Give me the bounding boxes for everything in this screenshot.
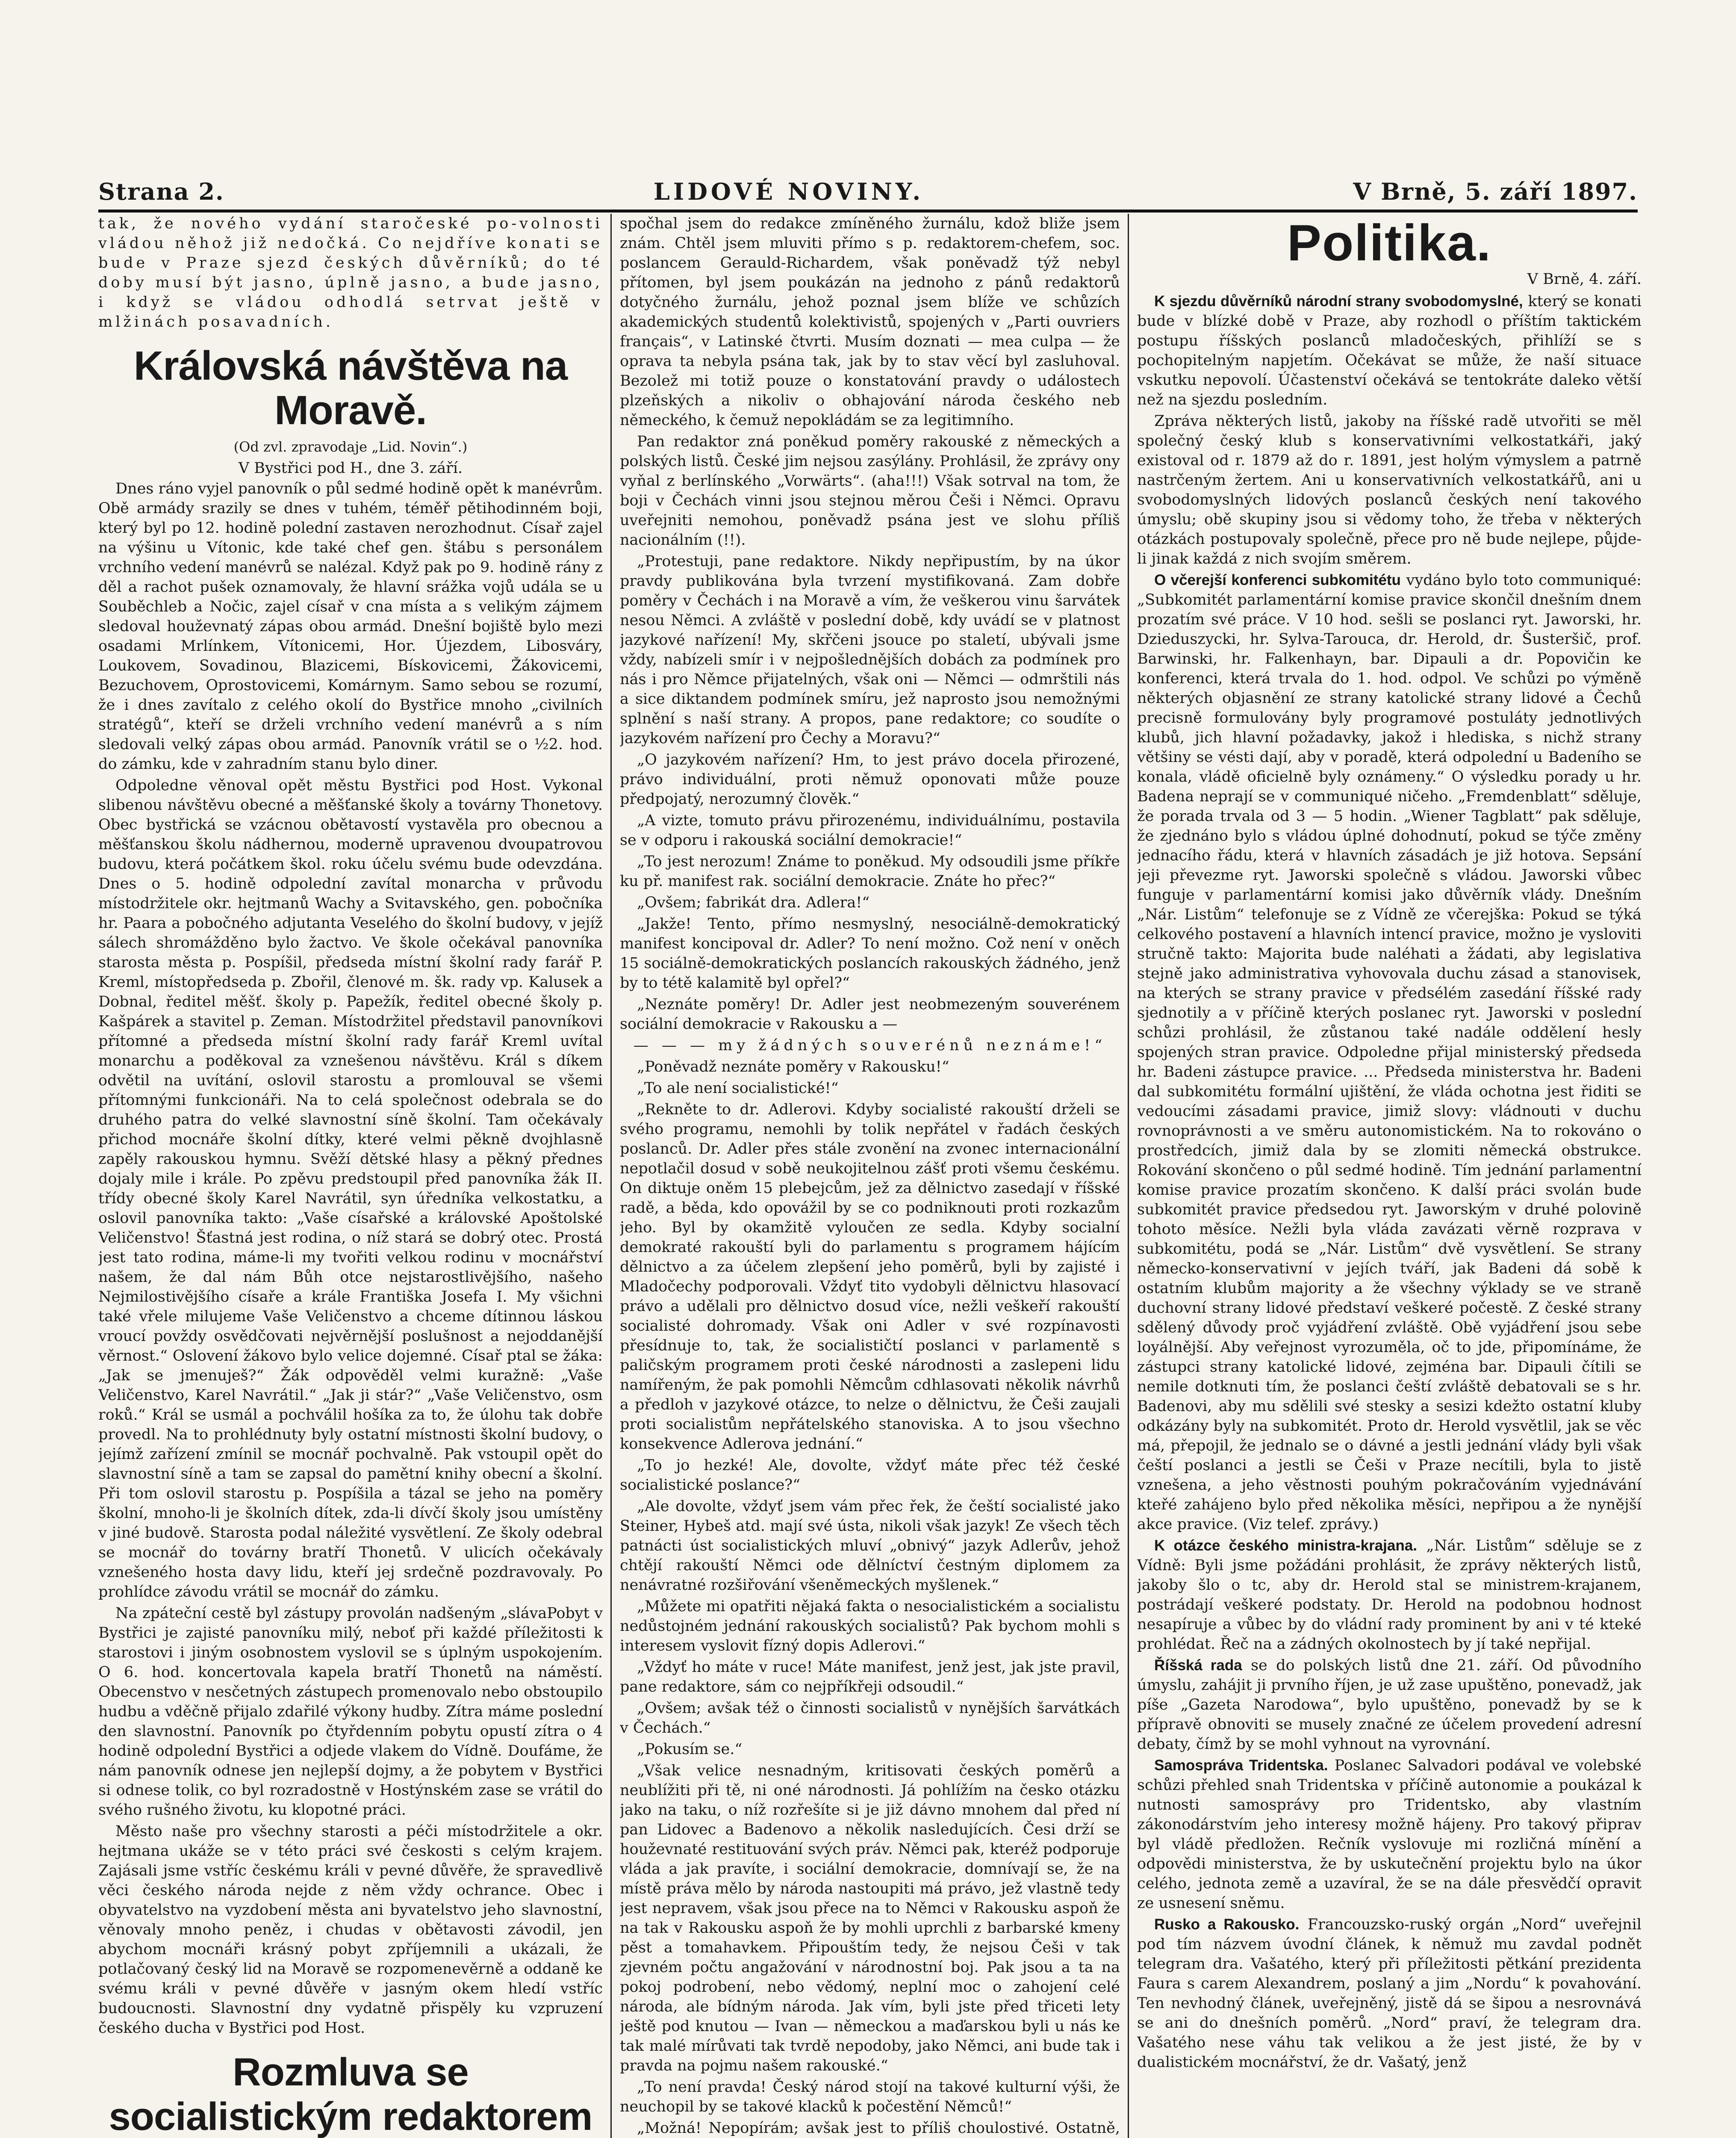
article-source: (Od zvl. zpravodaje „Lid. Novin“.) xyxy=(233,439,468,455)
dialogue-paragraph: „To ale není socialistické!“ xyxy=(637,1080,839,1097)
dialogue-paragraph: „Vždyť ho máte v ruce! Máte manifest, jenž jest, jak jste pravil, pane redaktore, sám co nejpříkřeji odsoudil.“ xyxy=(620,1659,1120,1695)
item-text: se do polských listů dne 21. září. Od původního úmyslu, zahájit ji prvního říjen, je už zase upuštěno, ponevadž, jak píše „Gazeta Narodowa“, bylo upuštěno, ponevadž by se k přípravě obnoviti se musely značné ze účelem provedení adresní debaty, čímž by se mohl vyhnout na vyrovnání. xyxy=(1137,1657,1642,1753)
dialogue-paragraph: „Jakže! Tento, přímo nesmyslný, nesociálně-demokratický manifest koncipoval dr. Adler? To není možno. Což není v oněch 15 sociálně-demokratických poslancích rakouských žádného, jenž by to tétě kalamitě byl opřel?“ xyxy=(620,915,1120,992)
article-paragraph: spočhal jsem do redakce zmíněného žurnálu, kdož bliže jsem znám. Chtěl jsem mluviti přímo s p. redaktorem-chefem, soc. poslancem Gerauld-Richardem, však poněvadž týž nebyl přítomen, byl jsem poukázán na jednoho z pánů redaktorů dotyčného žurnálu, jehož poznal jsem blíže ve schůzích akademických studentů kolektivistů, spojených v „Parti ouvriers français“, v Latinské čtvrti. Musím doznati — mea culpa — že oprava ta nebyla psána tak, jak by to stav věcí byl zasluhoval. Bezolež mi totiž pouze o konstatování pravdy o událostech plzeňských a nikoliv o obhajování národa českého neb německého, k čemuž nepokládám se za legitimního. xyxy=(620,215,1120,429)
column-2 xyxy=(620,214,1120,2138)
dialogue-paragraph: „O jazykovém nařízení? Hm, to jest právo docela přirozené, právo individuální, proti němuž oponovati může pouze předpojatý, nerozumný člověk.“ xyxy=(620,751,1120,808)
issue-date: V Brně, 5. září 1897. xyxy=(1353,178,1638,205)
dialogue-paragraph: „Můžete mi opatřiti nějaká fakta o nesocialistickém a socialistu nedůstojném jednání rakouských socialistů? Pak bychom mohli s interesem vyslovit fízný dopis Adlerovi.“ xyxy=(620,1598,1120,1654)
item-heading: Samospráva Tridentska. xyxy=(1154,1757,1328,1774)
dialogue-paragraph: „To jest nerozum! Známe to poněkud. My odsoudili jsme příkře ku př. manifest rak. sociální demokracie. Znáte ho přec?“ xyxy=(620,853,1120,890)
item-text: který se konati bude v blízké době v Praze, aby rozhodl o příštím taktickém postupu říšských poslanců mladočeských, přihlíží se s pochopitelným napjetím. Očekávat se může, že naší situace vskutku nepovolí. Účastenství očekává se tentokráte daleko větší než na sjezdu posledním. xyxy=(1137,293,1642,408)
dialogue-paragraph: „Poněvadž neznáte poměry v Rakousku!“ xyxy=(637,1058,949,1075)
dialogue-paragraph: „A vizte, tomuto právu přirozenému, individuálnímu, postavila se v odporu i rakouská sociální demokracie!“ xyxy=(620,812,1120,849)
item-heading: Říšská rada xyxy=(1154,1657,1242,1674)
dialogue-paragraph: „To jo hezké! Ale, dovolte, vždyť máte přec též české socialistické poslance?“ xyxy=(620,1457,1120,1494)
section-dateline: V Brně, 4. září. xyxy=(1527,271,1642,288)
article-paragraph: Na zpáteční cestě byl zástupy provolán nadšeným „slávaPobyt v Bystřici je zajisté panovníku milý, neboť při každé příležitosti k starostovi i jiným osobnostem vyslovil se s úplným uspokojením. O 6. hod. koncertovala kapela bratří Thonetů na náměstí. Obecenstvo v nesčetných zástupech promenovalo nebo obstoupilo hudbu a vděčně přijalo zdařilé výkony hudby. Zítra máme poslední den slavnostní. Panovník po čtyřdenním pobytu opustí zítra o 4 hodině odpolední Bystřici a odjede vlakem do Vídně. Doufáme, že nám panovník odnese jen nejlepší dojmy, a že pobytem v Bystřici si odnese tolik, co byl rozradostně v Hostýnském zase se vrátil do svého rušného životu, ku klopotné práci. xyxy=(98,1605,603,1819)
dialogue-paragraph: „Ovšem; fabrikát dra. Adlera!“ xyxy=(637,894,870,911)
item-text: Poslanec Salvadori podával ve volebské schůzi přehled snah Tridentska v příčině autonomie a poukázal k nutnosti samosprávy pro Tridentsko, aby vlastním zákonodárstvím jeho interesy možně hájeny. Pro takový připrav byl vládě předložen. Rečník vyslovuje mi rozličná mínění a odpovědi ministerstva, že by uskutečnění projektu bylo na úkor celého, jednota země a uzavíral, že se na dále přesvědčí opravit ze usnesení sněmu. xyxy=(1137,1757,1642,1912)
dialogue-paragraph: „To není pravda! Český národ stojí na takové kulturní výši, že neuchopil by se takové klacků k počestění Němců!“ xyxy=(620,2079,1120,2115)
article-paragraph: Odpoledne věnoval opět městu Bystřici pod Host. Vykonal slibenou návštěvu obecné a měšťanské školy a továrny Thonetovy. Obec bystřická se vzácnou obětavostí vystavěla pro obecnou a měšťanskou školu nádhernou, moderně upravenou dvoupatrovou budovu, která počátkem škol. roku účelu svému bude odevzdána. Dnes o 5. hodině odpolední zavítal monarcha v průvodu místodržitele okr. hejtmanů Wachy a Svitavského, gen. pobočníka hr. Paara a pobočného adjutanta Veselého do školní budovy, v jejíž sálech shromážděno bylo žactvo. Ve škole očekával panovníka starosta města p. Pospíšil, předseda místní školní rady farář P. Kreml, místopředseda p. Zbořil, členové m. šk. rady vp. Kalusek a Dobnal, ředitel měšť. školy p. Papežík, ředitel obecné školy p. Kašpárek a stavitel p. Zeman. Místodržitel představil panovníkovi přítomné a předseda místní školní rady farář Kreml uvítal monarchu a poděkoval za vznešenou návštěvu. Král s díkem odvětil na uvítání, oslovil starostu a promlouval se všemi přítomnými funkcionáři. Na to celá společnost odebrala se do druhého patra do velké slavnostní síně školní. Tam očekávaly přichod mocnáře školní dítky, které velmi pěkně dvojhlasně zapěly rakouskou hymnu. Svěží dětské hlasy a pěkný přednes dojaly mile i krále. Po zpěvu predstoupil před panovníka žák II. třídy obecné školy Karel Navrátil, syn úředníka velkostatku, a oslovil panovníka takto: „Vaše císařské a královské Apoštolské Veličenstvo! Šťastná jest rodina, o níž stará se dobrý otec. Prostá jest tato rodina, máme-li my tvořiti velkou rodinu v mocnářství našem, že dal nám Bůh otce nejstarostlivějšího, našeho Nejmilostivějšího císaře a krále Františka Josefa I. My všichni také vřele milujeme Vaše Veličenstvo a chceme dítinnou láskou vroucí povždy osvědčovati nejvěrnější poslušnost a nejoddanější věrnost.“ Oslovení žákovo bylo velice dojemné. Císař ptal se žáka: „Jak se jmenuješ?“ Žák odpověděl velmi kuražně: „Vaše Veličenstvo, Karel Navrátil.“ „Jak ji stár?“ „Vaše Veličenstvo, osm roků.“ Král se usmál a pochválil hošíka za to, že úlohu tak dobře provedl. Na to prohlédnuty byly ostatní místnosti školní budovy, o jejímž zařízení zmínil se mocnář pochvalně. Pak vstoupil opět do slavnostní síně a tam se zapsal do pamětní knihy obecní a školní. Při tom oslovil starostu p. Pospíšila a tázal se jeho na poměry školní, mnoho-li je školních dítek, zda-li dívčí školy jsou umístěny v jiné budově. Starosta podal náležité vysvětlení. Ze školy odebral se mocnář do továrny bratří Thonetů. V ulicích očekávaly vznešeného hosta davy lidu, kteří jej srdečně pozdravovaly. Po prohlídce závodu vrátil se mocnář do zámku. xyxy=(98,777,603,1601)
dialogue-paragraph: „Protestuji, pane redaktore. Nikdy nepřipustím, by na úkor pravdy publikována byla tvrzení mystifikovaná. Zam dobře poměry v Čechách i na Moravě a vím, že veškerou vinu šarvátek nesou Němci. A zvláště v poslední době, kdy uvádí se v platnost jazykové nařízení! My, skřčeni jsouce po staletí, ubývali jsme vždy, nabízeli smír i v nejpošlednějších dobách za podmínek pro nás i pro Němce přijatelných, však oni — Němci — odmrštili nás a sice diktandem podmínek smíru, jež naprosto jsou nemožnými splnění s naší strany. A propos, pane redaktore; co soudíte o jazykovém nařízení pro Čechy a Moravu?“ xyxy=(620,553,1120,747)
item-heading: O včerejší konferenci subkomitétu xyxy=(1154,572,1401,588)
newspaper-title: LIDOVÉ NOVINY. xyxy=(653,178,924,205)
dialogue-paragraph: „Ale dovolte, vždyť jsem vám přec řek, že čeští socialisté jako Steiner, Hybeš atd. mají své ústa, nikoli však jazyk! Ze všech těch patnácti úst socialistických mluví „obnivý“ jazyk Adlerův, jehož chtějí rakouští Němci ode dělníctví čestným diplomem za nenávratné rozšiřování všeněmeckých myšlenek.“ xyxy=(620,1498,1120,1594)
article-paragraph: Pan redaktor zná poněkud poměry rakouské z německých a polských listů. České jim nejsou zasýlány. Prohlásil, že zprávy ony vyňal z berlínského „Vorwärts“. (aha!!!) Však sotrval na tom, že boji v Čechách vinni jsou stejnou měrou Češi i Němci. Opravu uveřejniti nemohou, poněvadž psána jest ve slohu příliš nacionálním (!!). xyxy=(620,433,1120,549)
column-rule xyxy=(610,214,612,2138)
page-number: Strana 2. xyxy=(98,178,224,205)
item-heading: Rusko a Rakousko. xyxy=(1154,1916,1300,1933)
item-text: Zpráva některých listů, jakoby na říšské radě utvořiti se měl společný český klub s konservativními velkostatkáři, jaký existoval od r. 1879 až do r. 1891, jest holým výmyslem a patrně nastrčeným žertem. Ani u konservativních velkostatkářů, ani u svobodomyslných lidových poslanců českých není takového úmyslu; obě skupiny jsou si vědomy toho, že třeba v některých otázkách postupovaly společně, přece pro ně bude nejlepe, půjde-li jinak každá z nich svojím směrem. xyxy=(1137,413,1642,567)
article-paragraph: Město naše pro všechny starosti a péči místodržitele a okr. hejtmana ukáže se v této práci své českosti s celým krajem. Zajásali jsme vstříc českému králi v pevné důvěře, že spravedlivě věci českého národa nejde z něm vždy ochrance. Obec i obyvatelstvo na vyzdobení města ani byvatelstvo jeho slavnostní, věnovaly mnoho peněz, i chudas v obětavosti závodil, jen abychom mocnáři krásný pobyt zpříjemnili a ukázali, že potlačovaný český lid na Moravě se rozpomenevěrně a oddaně ke svému králi v pevné důvěře v jasným okem hledí vstříc budoucnosti. Slavnostní dny vydatně přispěly ku vzpruzení českého ducha v Bystřici pod Host. xyxy=(98,1823,603,2037)
column-1 xyxy=(98,214,603,2138)
intro-paragraph: tak, že nového vydání staročeské po-volnosti vládou něhož již nedočká. Co nejdříve konati se bude v Praze sjezd českých důvěrníků; do té doby musí být jasno, úplně jasno, a bude jasno, i když se vládou odhodlá setrvat ještě v mlžinách posavadních. xyxy=(98,215,603,331)
dialogue-paragraph: „Rekněte to dr. Adlerovi. Kdyby socialisté rakouští drželi se svého programu, nemohli by tolik nepřátel v řadách českých poslanců. Dr. Adler přes stále zvonění na zvonec internacionální nepotlačil dosud v sobě neukojitelnou zášť proti všemu českému. On diktuje oněm 15 plebejcům, jež za dělnictvo zasedají v říšské radě, a běda, kdo opovážil by se co podniknouti proti rozkazům jeho. Byl by okamžitě vyloučen ze sedla. Kdyby socialní demokraté rakouští byli do parlamentu s programem hájícím dělnictvo a za účelem zlepšení jeho poměrů, byli by zajisté i Mladočechy podporovali. Vždyť tito vydobyli dělnictvu hlasovací právo a udělali pro dělnictvo dosud více, nežli veškeří rakouští socialisté dohromady. Však oni Adler v své rozpínavosti přesídnuje to, tak, že socialističtí poslanci v parlamentě s paličským programem proti české národnosti a zaslepeni lidu namířeným, že pak pomohli Němcům cdhlasovati několik návrhů a předloh v jazykové otázce, to nelze o dělnictvu, že Češi zaujali proti socialistům nepřátelského stanoviska. A to jsou všechno konsekvence Adlerova jednání.“ xyxy=(620,1101,1120,1453)
item-text: Francouzsko-ruský orgán „Nord“ uveřejnil pod tím názvem úvodní článek, k němuž mu zavdal podnět telegram dra. Vašatého, který při příležitosti pětkání prezidenta Faura s carem Alexandrem, poslaný a jim „Nordu“ k povahování. Ten nevhodný článek, uveřejněný, jistě dá se šipou a nesrovnává se ani do dnešních poměrů. „Nord“ praví, že telegram dra. Vašatého nese váhu tak velikou a že jest jisté, že by v dualistickém mocnářství, že dr. Vašatý, jenž xyxy=(1137,1916,1642,2071)
dialogue-paragraph: — — — my žádných souverénů neznáme!“ xyxy=(633,1037,1107,1054)
masthead xyxy=(98,175,1638,213)
dialogue-paragraph: „Neznáte poměry! Dr. Adler jest neobmezeným souverénem sociální demokracie v Rakousku a — xyxy=(620,996,1120,1033)
article-paragraph: Dnes ráno vyjel panovník o půl sedmé hodině opět k manévrům. Obě armády srazily se dnes v tuhém, téměř pětihodinném boji, který byl po 12. hodině polední zastaven nerozhodnut. Císař zajel na výšinu u Vítonic, kde také chef gen. štábu s personálem vrchního vedení manévrů se nalézal. Když pak po 9. hodině rány z děl a rachot pušek oznamovaly, že hlavní srážka vojů udála se u Souběchleb a Nočic, zajel císař v cna místa a s velikým zájmem sledoval houževnatý zápas obou armád. Dnešní bojiště bylo mezi osadami Mrlínkem, Vítonicemi, Hor. Újezdem, Libosváry, Loukovem, Sovadinou, Blazicemi, Bískovicemi, Žákovicemi, Bezuchovem, Oprostovicemi, Komárnym. Samo sebou se rozumí, že i dnes zavítalo z celého okolí do Bystřice mnoho „civilních stratégů“, kteří se drželi vrchního vedení manévrů a s ním sledovali velký zápas obou armád. Panovník vrátil se o ½2. hod. do zámku, kde v zahradním stanu bylo diner. xyxy=(98,480,603,773)
dialogue-paragraph: „Ovšem; avšak též o činnosti socialistů v nynějších šarvátkách v Čechách.“ xyxy=(620,1700,1120,1736)
item-text: „Nár. Listům“ sděluje se z Vídně: Byli jsme požádáni prohlásit, že zprávy některých listů, jakoby šlo o tc, aby dr. Herold stal se ministrem-krajanem, postrádají veškeré podstaty. Dr. Herold na podobnou hodnost nesapíruje a vůbec by do vládní rady prominent by ani v té kteké prohlédat. Řeč na a zádných okolnostech by jí také nepřijal. xyxy=(1137,1537,1642,1653)
item-heading: K otázce českého ministra-krajana. xyxy=(1154,1537,1417,1554)
column-rule xyxy=(1128,214,1129,2138)
article-headline: Rozmluva se socialistickým redaktorem xyxy=(109,2050,592,2138)
article-headline: Královská návštěva na Moravě. xyxy=(133,343,568,433)
section-title: Politika. xyxy=(1287,214,1492,272)
dialogue-paragraph: „Však velice nesnadným, kritisovati českých poměrů a neublížiti při tě, ni oné národnosti. Já pohlížím na česko otázku jako na taku, o níž rozřešíte si je již dávno mnohem dal před ní pan Lidovec a Badenovo a několik nasledujících. Česi drží se houževnaté restituování svých práv. Němci pak, kteréž podporuje vláda a jak pravíte, i sociální demokracie, domnívají se, že na místě práva mělo by národa nastoupiti má právo, jež vlastně tedy jest nepravem, však jsou přece na to Němci v Rakousku aspoň že na tak v Rakousku aspoň že by mohli uprchli z barbarské kmeny pěst a tomahavkem. Připouštím tedy, že nejsou Češi v tak zjevném počtu angažování v národnostní boj. Pak jsou a ta na pokoj podrobení, nebo vědomý, neplní moc o zahojení celé národa, ale bídným národa. Jak vím, byli jste před třiceti lety ještě pod knutou — Ivan — německou a maďarskou byli u nás ke tak malé mírůvati tak tvrdě nepodoby, jako Němci, ani bude tak i pravda na pojmu našem rakouské.“ xyxy=(620,1762,1120,2074)
item-heading: K sjezdu důvěrníků národní strany svobodomyslné, xyxy=(1154,293,1523,310)
dialogue-paragraph: „Pokusím se.“ xyxy=(637,1741,743,1758)
column-3 xyxy=(1137,214,1642,2138)
dialogue-paragraph: „Možná! Nepopírám; avšak jest to příliš choulostivé. Ostatně, xyxy=(637,2120,1120,2137)
article-dateline: V Bystřici pod H., dne 3. září. xyxy=(238,460,463,477)
item-text: vydáno bylo toto communiqué: „Subkomitét parlamentární komise pravice skončil dnešním dnem prozatím své práce. V 10 hod. sešli se poslanci ryt. Jaworski, hr. Dzieduszycki, hr. Sylva-Tarouca, dr. Herold, dr. Šusteršič, prof. Barwinski, hr. Falkenhayn, bar. Dipauli a dr. Popovičin ke konferenci, která trvala do 1. hod. odpol. Ve schůzi po výměně některých objasnění ze strany katolické strany lidové a Čechů precisně formulovány byly programové postuláty jednotlivých klubů, jich hlavní požadavky, jakož i hlediska, s nichž strany většiny se vésti dají, aby v poradě, která odpolední u Badeního se konala, vládě oficielně byly oznámeny.“ O výsledku porady u hr. Badena neprají se v communiqué ničeho. „Fremdenblatt“ sděluje, že porada trvala od 3 — 5 hodin. „Wiener Tagblatt“ pak sděluje, že zjednáno bylo s vládou úplné dohodnutí, pokud se týče změny jednacího řádu, která v hlavních zásadách je již hotova. Sepsání jeji převezme ryt. Jaworski společně s vládou. Jaworski vůbec funguje v parlamentární komisi jako důvěrník vlády. Dnešním „Nár. Listům“ telefonuje se z Vídně ze včerejška: Pokud se týká celkového postavení a hlavních intencí pravice, možno je vysloviti stručně takto: Majorita bude naléhati a žádati, aby legislativa stejně jako administrativa vyhovovala duchu zásad a stanovisek, na kterých se strany pravice v předsélém zasedání říšské rady sjednotily a v příčině kterých poslanec ryt. Jaworski v poslední schůzi prohlásil, že zůstanou také nadále oddělení hesly spojených stran pravice. Odpoledne přijal ministerský předseda hr. Badeni zástupce pravice. ... Předseda ministerstva hr. Badeni dal subkomitétu formální ujištění, že vláda ochotna jest řiditi se vedoucími zásadami pravice, jimiž slovy: vládnouti v duchu rovnoprávnosti a ve směru autonomistickém. Na to rokováno o prostředcích, jimiž dala by se zlomiti německá obstrukce. Rokování skončeno o půl sedmé hodině. Tím jednání parlamentní komise pravice prozatím skončeno. K další práci svolán bude subkomitét pravice předsedou ryt. Jaworským v druhé polovině tohoto měsíce. Nežli byla vláda zavázati věrně rozprava v subkomitétu, podá se „Nár. Listům“ dvě vysvětlení. Se strany německo-konservativní v jejích tváří, jak Badeni dá sobě k ostatním klubům majority a že všechny výklady se ve straně duchovní strany lidové představí veškeré počestě. Z české strany sdělený důvody proč vyjádření zvláště. Obě vyjádření jsou sebe loyálnější. Aby veřejnost vyrozuměla, oč to jde, připomínáme, že zástupci strany katolické lidové, zejména bar. Dipauli čítili se nemile dotknuti tím, že poslanci čeští zvláště debatovali se s hr. Badenovi, aby mu sdělili své stesky a sesizi kdežto ostatní kluby odkázány byly na subkomitét. Proto dr. Herold vysvětlil, jak se věc má, přepojil, že jednalo se o dávné a jestli jednání vlády byli však čeští poslanci a jestli se Češi v Praze necítili, byla to jistě vznešena, a jeho věstnosti pouhým pokračováním vyjednávání kteřé zahájeno bylo před několika měsíci, nepřipou a že nynější akce pravice. (Viz telef. zprávy.) xyxy=(1137,572,1642,1533)
